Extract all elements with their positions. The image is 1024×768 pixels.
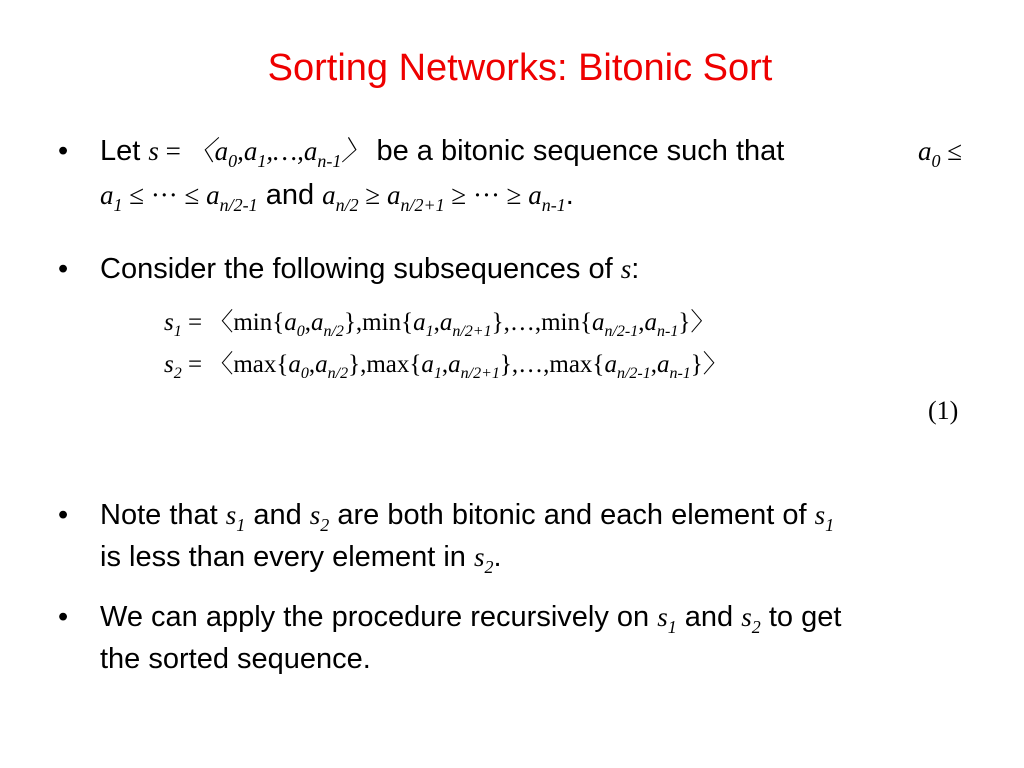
bullet-4-we-can: We can apply the procedure recursively on (100, 601, 650, 633)
math-decreasing-half: $a_{n/2} \ge a_{n/2+1}$ ≥ ··· ≥ $a_{n-1}$ (322, 180, 566, 215)
bullet-4-and: and (684, 601, 734, 633)
bullet-3-period: . (493, 541, 502, 573)
bullet-1-math-tail (918, 134, 963, 171)
equation-number: (1) (928, 396, 959, 425)
bullet-marker: • (58, 253, 69, 285)
bullet-marker: • (58, 499, 69, 531)
bullet-marker: • (58, 601, 69, 633)
bullet-1-and: and (265, 179, 315, 211)
bullet-3-line-1 (100, 498, 835, 535)
math-s2: $s_2$ (741, 602, 761, 637)
bullet-2-line-1 (100, 252, 639, 286)
math-a0-le: $a_0$ ≤ (918, 136, 963, 171)
math-s2: $s_2$ (309, 500, 330, 535)
bullet-4-line-1 (100, 600, 842, 637)
bullet-3-line-2 (100, 540, 502, 577)
bullet-1-period: . (565, 179, 574, 211)
math-s1: $s_1$ (814, 500, 835, 535)
math-s1: $s_1$ (657, 602, 677, 637)
bullet-3-and: and (253, 499, 302, 531)
slide-title: Sorting Networks: Bitonic Sort (267, 47, 773, 89)
equation-s1-min: $s_1$ = 〈$\min\{a_0,a_{n/2}\},\min\{a_1,a_{n/2+1}\},\dots,\min\{a_{n/2-1},a_{n-1}\}$〉 (164, 309, 716, 340)
bullet-4-line-2 (100, 642, 371, 676)
bullet-3-are-both: are both bitonic and each element of (337, 499, 807, 531)
bullet-3-less-than: is less than every element in (100, 541, 466, 573)
math-s-sequence: s = 〈$a_0,a_1,\dots,a_{n-1}$〉 (148, 136, 369, 171)
bullet-2-consider: Consider the following subsequences of (100, 253, 613, 285)
bullet-4-sorted: the sorted sequence. (100, 643, 371, 675)
math-s: s (620, 254, 632, 284)
math-s1: $s_1$ (225, 500, 246, 535)
bullet-1-let: Let (100, 135, 141, 167)
bullet-1-line-2 (100, 178, 574, 215)
bullet-4-to-get: to get (768, 601, 842, 633)
math-increasing-half: $a_1$ ≤ ··· ≤ $a_{n/2-1}$ (100, 180, 258, 215)
bullet-2-colon: : (631, 253, 640, 285)
equation-s2-max: $s_2$ = 〈$\max\{a_0,a_{n/2}\},\max\{a_1,a_{n/2+1}\},\dots,\max\{a_{n/2-1},a_{n-1}\}$〉 (164, 351, 728, 382)
math-s2: $s_2$ (473, 542, 494, 577)
bullet-1-line-1 (100, 134, 785, 171)
bullet-3-note-that: Note that (100, 499, 218, 531)
bullet-1-be-bitonic: be a bitonic sequence such that (376, 135, 785, 167)
bullet-marker: • (58, 135, 69, 167)
